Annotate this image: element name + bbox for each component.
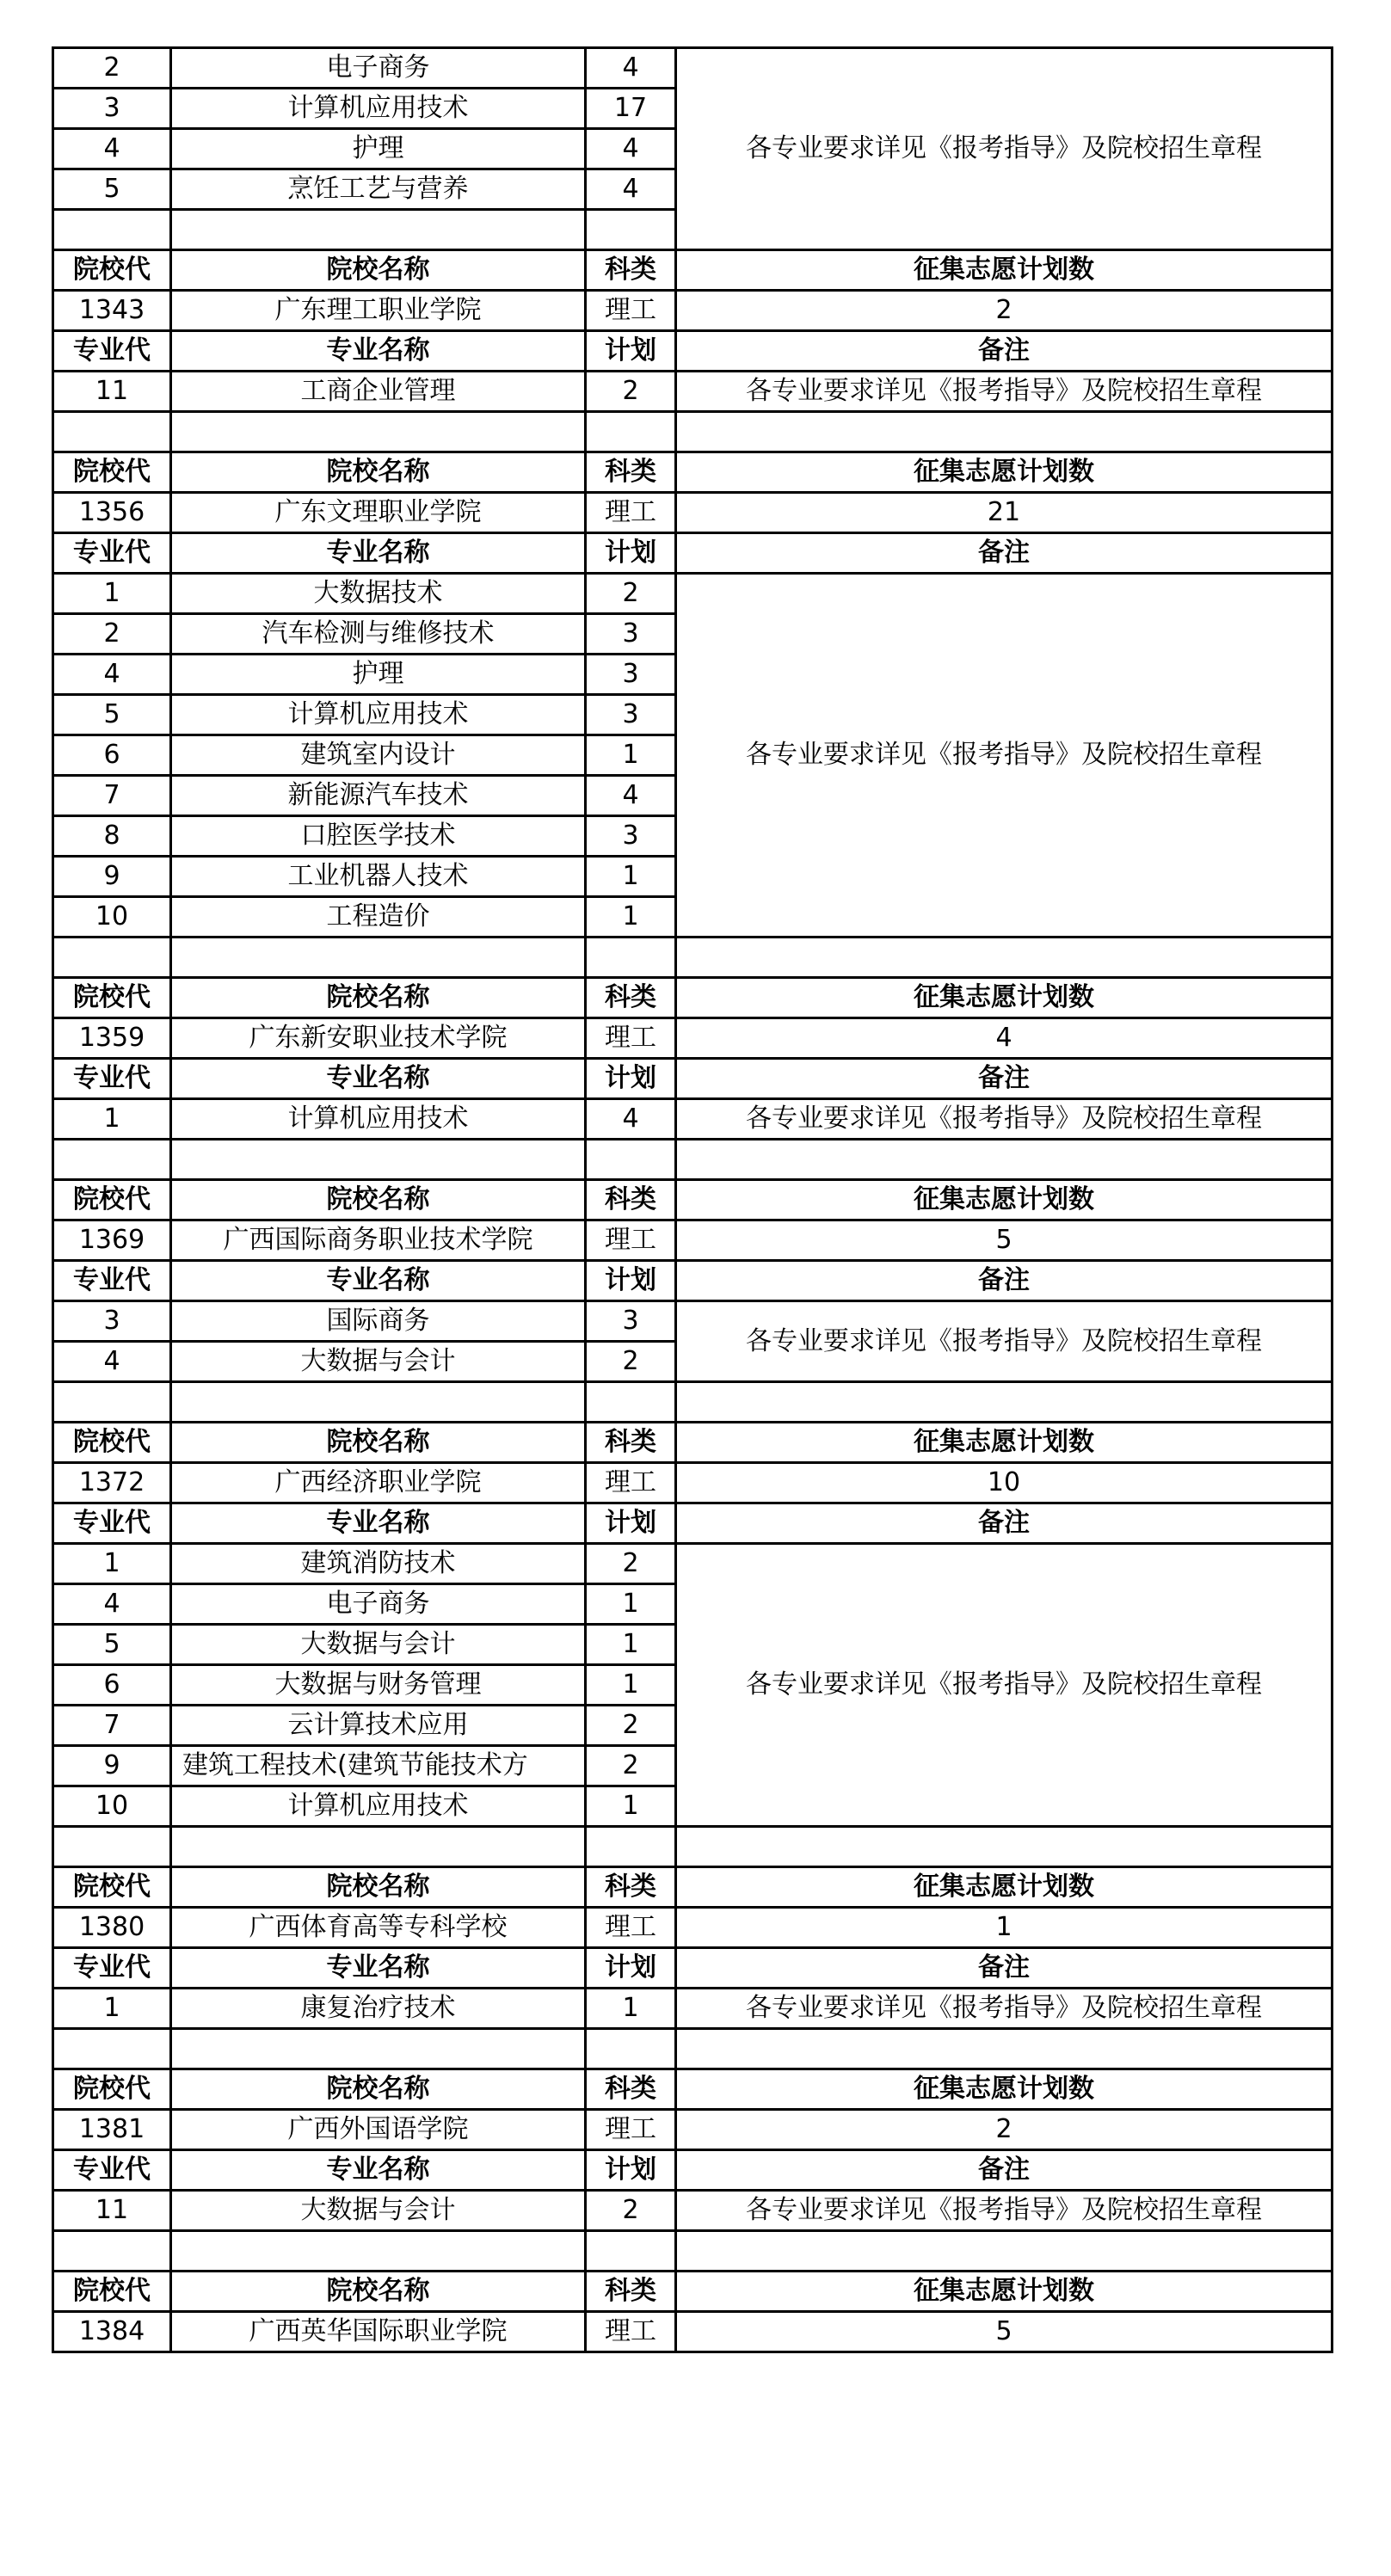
major-name: 大数据与会计 [171, 1342, 586, 1382]
empty-cell [53, 1140, 171, 1180]
remarks-note: 各专业要求详见《报考指导》及院校招生章程 [676, 372, 1333, 412]
school-name-header: 院校名称 [171, 250, 586, 291]
empty-cell [586, 1827, 676, 1867]
empty-cell [53, 2231, 171, 2272]
remarks-header: 备注 [676, 1503, 1333, 1544]
major-plan: 2 [586, 1746, 676, 1786]
major-name: 计算机应用技术 [171, 1786, 586, 1827]
school-info-row [53, 1018, 1333, 1059]
category-header: 科类 [586, 1423, 676, 1463]
major-plan: 3 [586, 1301, 676, 1342]
remarks-note: 各专业要求详见《报考指导》及院校招生章程 [676, 1989, 1333, 2029]
major-plan: 3 [586, 655, 676, 695]
blank-separator-row [53, 1382, 1333, 1423]
plan-total-header: 征集志愿计划数 [676, 1867, 1333, 1908]
school-code-header: 院校代 [53, 2272, 171, 2312]
category-header: 科类 [586, 452, 676, 493]
admission-plan-table [52, 46, 1333, 2353]
major-code: 11 [53, 2191, 171, 2231]
major-name: 计算机应用技术 [171, 89, 586, 129]
plan-total-header: 征集志愿计划数 [676, 1180, 1333, 1220]
major-name: 工程造价 [171, 897, 586, 938]
blank-separator-row [53, 2231, 1333, 2272]
major-code: 7 [53, 1706, 171, 1746]
major-name: 口腔医学技术 [171, 816, 586, 857]
school-code-header: 院校代 [53, 1867, 171, 1908]
school-code-header: 院校代 [53, 452, 171, 493]
plan-total-header: 征集志愿计划数 [676, 2272, 1333, 2312]
school-code: 1359 [53, 1018, 171, 1059]
major-plan: 1 [586, 1786, 676, 1827]
major-plan: 2 [586, 574, 676, 614]
empty-cell [586, 1140, 676, 1180]
school-name: 广东新安职业技术学院 [171, 1018, 586, 1059]
major-row [53, 1544, 1333, 1584]
school-category: 理工 [586, 1463, 676, 1503]
empty-cell [171, 2029, 586, 2069]
school-info-row [53, 1463, 1333, 1503]
school-name-header: 院校名称 [171, 978, 586, 1018]
school-category: 理工 [586, 2312, 676, 2352]
empty-cell [171, 1140, 586, 1180]
school-code: 1380 [53, 1908, 171, 1948]
school-info-row [53, 2110, 1333, 2150]
school-category: 理工 [586, 493, 676, 533]
major-header-row [53, 1503, 1333, 1544]
major-name: 电子商务 [171, 48, 586, 89]
school-code: 1381 [53, 2110, 171, 2150]
major-name-header: 专业名称 [171, 331, 586, 372]
major-name: 工商企业管理 [171, 372, 586, 412]
school-name: 广西国际商务职业技术学院 [171, 1220, 586, 1261]
category-header: 科类 [586, 2069, 676, 2110]
major-code: 7 [53, 776, 171, 816]
major-code: 9 [53, 1746, 171, 1786]
plan-total-header: 征集志愿计划数 [676, 2069, 1333, 2110]
major-name-header: 专业名称 [171, 1948, 586, 1989]
major-code: 4 [53, 1342, 171, 1382]
school-code-header: 院校代 [53, 1423, 171, 1463]
major-name: 建筑工程技术(建筑节能技术方 [171, 1746, 586, 1786]
plan-header: 计划 [586, 533, 676, 574]
major-code: 9 [53, 857, 171, 897]
major-header-row [53, 1948, 1333, 1989]
school-header-row [53, 250, 1333, 291]
school-plan-total: 2 [676, 2110, 1333, 2150]
major-code: 4 [53, 1584, 171, 1625]
empty-cell [53, 1382, 171, 1423]
blank-separator-row [53, 1140, 1333, 1180]
major-name: 大数据与会计 [171, 2191, 586, 2231]
school-plan-total: 2 [676, 291, 1333, 331]
school-info-row [53, 2312, 1333, 2352]
major-plan: 1 [586, 1625, 676, 1665]
school-code-header: 院校代 [53, 250, 171, 291]
empty-cell [53, 2029, 171, 2069]
plan-total-header: 征集志愿计划数 [676, 452, 1333, 493]
major-plan: 1 [586, 857, 676, 897]
school-code: 1384 [53, 2312, 171, 2352]
school-header-row [53, 1180, 1333, 1220]
major-code: 6 [53, 735, 171, 776]
school-code-header: 院校代 [53, 1180, 171, 1220]
major-row [53, 574, 1333, 614]
major-row [53, 48, 1333, 89]
empty-cell [676, 1827, 1333, 1867]
major-name: 计算机应用技术 [171, 695, 586, 735]
school-name-header: 院校名称 [171, 2272, 586, 2312]
major-name: 大数据技术 [171, 574, 586, 614]
school-header-row [53, 452, 1333, 493]
major-plan: 2 [586, 2191, 676, 2231]
school-header-row [53, 1423, 1333, 1463]
major-code: 10 [53, 897, 171, 938]
major-code-header: 专业代 [53, 1261, 171, 1301]
empty-cell [586, 938, 676, 978]
category-header: 科类 [586, 2272, 676, 2312]
school-plan-total: 5 [676, 1220, 1333, 1261]
plan-header: 计划 [586, 1261, 676, 1301]
empty-cell [53, 412, 171, 452]
major-plan: 1 [586, 1989, 676, 2029]
major-code-header: 专业代 [53, 2150, 171, 2191]
empty-cell [171, 412, 586, 452]
major-plan: 4 [586, 1099, 676, 1140]
major-name: 汽车检测与维修技术 [171, 614, 586, 655]
category-header: 科类 [586, 978, 676, 1018]
major-name: 新能源汽车技术 [171, 776, 586, 816]
school-name: 广西体育高等专科学校 [171, 1908, 586, 1948]
empty-cell [586, 210, 676, 250]
empty-cell [53, 1827, 171, 1867]
empty-cell [53, 210, 171, 250]
plan-header: 计划 [586, 1948, 676, 1989]
category-header: 科类 [586, 1180, 676, 1220]
school-name-header: 院校名称 [171, 1867, 586, 1908]
major-code: 5 [53, 1625, 171, 1665]
school-code-header: 院校代 [53, 2069, 171, 2110]
blank-separator-row [53, 2029, 1333, 2069]
school-name: 广西经济职业学院 [171, 1463, 586, 1503]
major-name-header: 专业名称 [171, 533, 586, 574]
major-row [53, 2191, 1333, 2231]
school-name-header: 院校名称 [171, 1180, 586, 1220]
school-plan-total: 5 [676, 2312, 1333, 2352]
empty-cell [676, 2231, 1333, 2272]
major-plan: 4 [586, 169, 676, 210]
school-header-row [53, 2272, 1333, 2312]
school-code: 1356 [53, 493, 171, 533]
major-code: 3 [53, 1301, 171, 1342]
major-code-header: 专业代 [53, 1948, 171, 1989]
major-code: 1 [53, 1989, 171, 2029]
empty-cell [676, 2029, 1333, 2069]
empty-cell [676, 1382, 1333, 1423]
major-plan: 4 [586, 48, 676, 89]
remarks-note: 各专业要求详见《报考指导》及院校招生章程 [676, 1099, 1333, 1140]
major-plan: 2 [586, 1342, 676, 1382]
major-header-row [53, 1261, 1333, 1301]
major-plan: 17 [586, 89, 676, 129]
major-code: 4 [53, 655, 171, 695]
empty-cell [676, 938, 1333, 978]
major-plan: 3 [586, 695, 676, 735]
empty-cell [586, 2029, 676, 2069]
major-name-header: 专业名称 [171, 1503, 586, 1544]
school-plan-total: 1 [676, 1908, 1333, 1948]
major-plan: 3 [586, 816, 676, 857]
school-plan-total: 21 [676, 493, 1333, 533]
school-name-header: 院校名称 [171, 452, 586, 493]
school-category: 理工 [586, 1018, 676, 1059]
major-name: 建筑消防技术 [171, 1544, 586, 1584]
school-name: 广西英华国际职业学院 [171, 2312, 586, 2352]
major-plan: 2 [586, 1544, 676, 1584]
major-header-row [53, 2150, 1333, 2191]
school-category: 理工 [586, 1220, 676, 1261]
major-name: 工业机器人技术 [171, 857, 586, 897]
remarks-note: 各专业要求详见《报考指导》及院校招生章程 [676, 2191, 1333, 2231]
school-name: 广东理工职业学院 [171, 291, 586, 331]
major-name-header: 专业名称 [171, 2150, 586, 2191]
major-name: 建筑室内设计 [171, 735, 586, 776]
remarks-note: 各专业要求详见《报考指导》及院校招生章程 [676, 1301, 1333, 1382]
school-name: 广东文理职业学院 [171, 493, 586, 533]
plan-total-header: 征集志愿计划数 [676, 250, 1333, 291]
blank-separator-row [53, 938, 1333, 978]
empty-cell [586, 2231, 676, 2272]
remarks-header: 备注 [676, 533, 1333, 574]
major-name: 护理 [171, 655, 586, 695]
major-plan: 3 [586, 614, 676, 655]
remarks-header: 备注 [676, 331, 1333, 372]
major-name: 护理 [171, 129, 586, 169]
major-code: 5 [53, 169, 171, 210]
school-plan-total: 10 [676, 1463, 1333, 1503]
plan-header: 计划 [586, 2150, 676, 2191]
major-plan: 2 [586, 372, 676, 412]
major-code-header: 专业代 [53, 1503, 171, 1544]
school-info-row [53, 493, 1333, 533]
major-header-row [53, 533, 1333, 574]
major-row [53, 1989, 1333, 2029]
major-code: 5 [53, 695, 171, 735]
major-name: 电子商务 [171, 1584, 586, 1625]
major-header-row [53, 331, 1333, 372]
remarks-header: 备注 [676, 1261, 1333, 1301]
major-code: 4 [53, 129, 171, 169]
school-name-header: 院校名称 [171, 1423, 586, 1463]
school-code: 1343 [53, 291, 171, 331]
remarks-note: 各专业要求详见《报考指导》及院校招生章程 [676, 1544, 1333, 1827]
empty-cell [676, 412, 1333, 452]
empty-cell [171, 938, 586, 978]
major-plan: 1 [586, 897, 676, 938]
remarks-note: 各专业要求详见《报考指导》及院校招生章程 [676, 48, 1333, 250]
major-code: 6 [53, 1665, 171, 1706]
plan-header: 计划 [586, 1503, 676, 1544]
major-code: 10 [53, 1786, 171, 1827]
major-name: 康复治疗技术 [171, 1989, 586, 2029]
major-plan: 4 [586, 776, 676, 816]
major-name: 烹饪工艺与营养 [171, 169, 586, 210]
plan-header: 计划 [586, 331, 676, 372]
empty-cell [586, 1382, 676, 1423]
empty-cell [676, 1140, 1333, 1180]
major-name-header: 专业名称 [171, 1059, 586, 1099]
school-code: 1372 [53, 1463, 171, 1503]
school-info-row [53, 1908, 1333, 1948]
major-code: 1 [53, 1544, 171, 1584]
school-header-row [53, 2069, 1333, 2110]
major-name: 云计算技术应用 [171, 1706, 586, 1746]
major-code: 2 [53, 48, 171, 89]
plan-total-header: 征集志愿计划数 [676, 978, 1333, 1018]
major-plan: 2 [586, 1706, 676, 1746]
major-name-header: 专业名称 [171, 1261, 586, 1301]
major-code-header: 专业代 [53, 331, 171, 372]
empty-cell [53, 938, 171, 978]
major-code-header: 专业代 [53, 533, 171, 574]
remarks-note: 各专业要求详见《报考指导》及院校招生章程 [676, 574, 1333, 938]
remarks-header: 备注 [676, 1059, 1333, 1099]
major-code: 11 [53, 372, 171, 412]
school-header-row [53, 978, 1333, 1018]
major-code: 8 [53, 816, 171, 857]
major-plan: 4 [586, 129, 676, 169]
school-category: 理工 [586, 2110, 676, 2150]
plan-total-header: 征集志愿计划数 [676, 1423, 1333, 1463]
school-category: 理工 [586, 1908, 676, 1948]
major-plan: 1 [586, 735, 676, 776]
empty-cell [171, 1382, 586, 1423]
major-code: 1 [53, 1099, 171, 1140]
blank-separator-row [53, 412, 1333, 452]
school-name: 广西外国语学院 [171, 2110, 586, 2150]
major-code: 2 [53, 614, 171, 655]
empty-cell [171, 2231, 586, 2272]
major-name: 国际商务 [171, 1301, 586, 1342]
category-header: 科类 [586, 1867, 676, 1908]
major-plan: 1 [586, 1665, 676, 1706]
empty-cell [171, 1827, 586, 1867]
school-info-row [53, 291, 1333, 331]
major-header-row [53, 1059, 1333, 1099]
school-code: 1369 [53, 1220, 171, 1261]
major-name: 大数据与会计 [171, 1625, 586, 1665]
school-category: 理工 [586, 291, 676, 331]
blank-separator-row [53, 1827, 1333, 1867]
major-plan: 1 [586, 1584, 676, 1625]
major-row [53, 1099, 1333, 1140]
category-header: 科类 [586, 250, 676, 291]
school-header-row [53, 1867, 1333, 1908]
major-code: 1 [53, 574, 171, 614]
plan-header: 计划 [586, 1059, 676, 1099]
major-code-header: 专业代 [53, 1059, 171, 1099]
school-name-header: 院校名称 [171, 2069, 586, 2110]
school-code-header: 院校代 [53, 978, 171, 1018]
remarks-header: 备注 [676, 2150, 1333, 2191]
major-name: 大数据与财务管理 [171, 1665, 586, 1706]
major-row [53, 372, 1333, 412]
major-name: 计算机应用技术 [171, 1099, 586, 1140]
empty-cell [171, 210, 586, 250]
school-plan-total: 4 [676, 1018, 1333, 1059]
school-info-row [53, 1220, 1333, 1261]
major-code: 3 [53, 89, 171, 129]
major-row [53, 1301, 1333, 1342]
empty-cell [586, 412, 676, 452]
remarks-header: 备注 [676, 1948, 1333, 1989]
